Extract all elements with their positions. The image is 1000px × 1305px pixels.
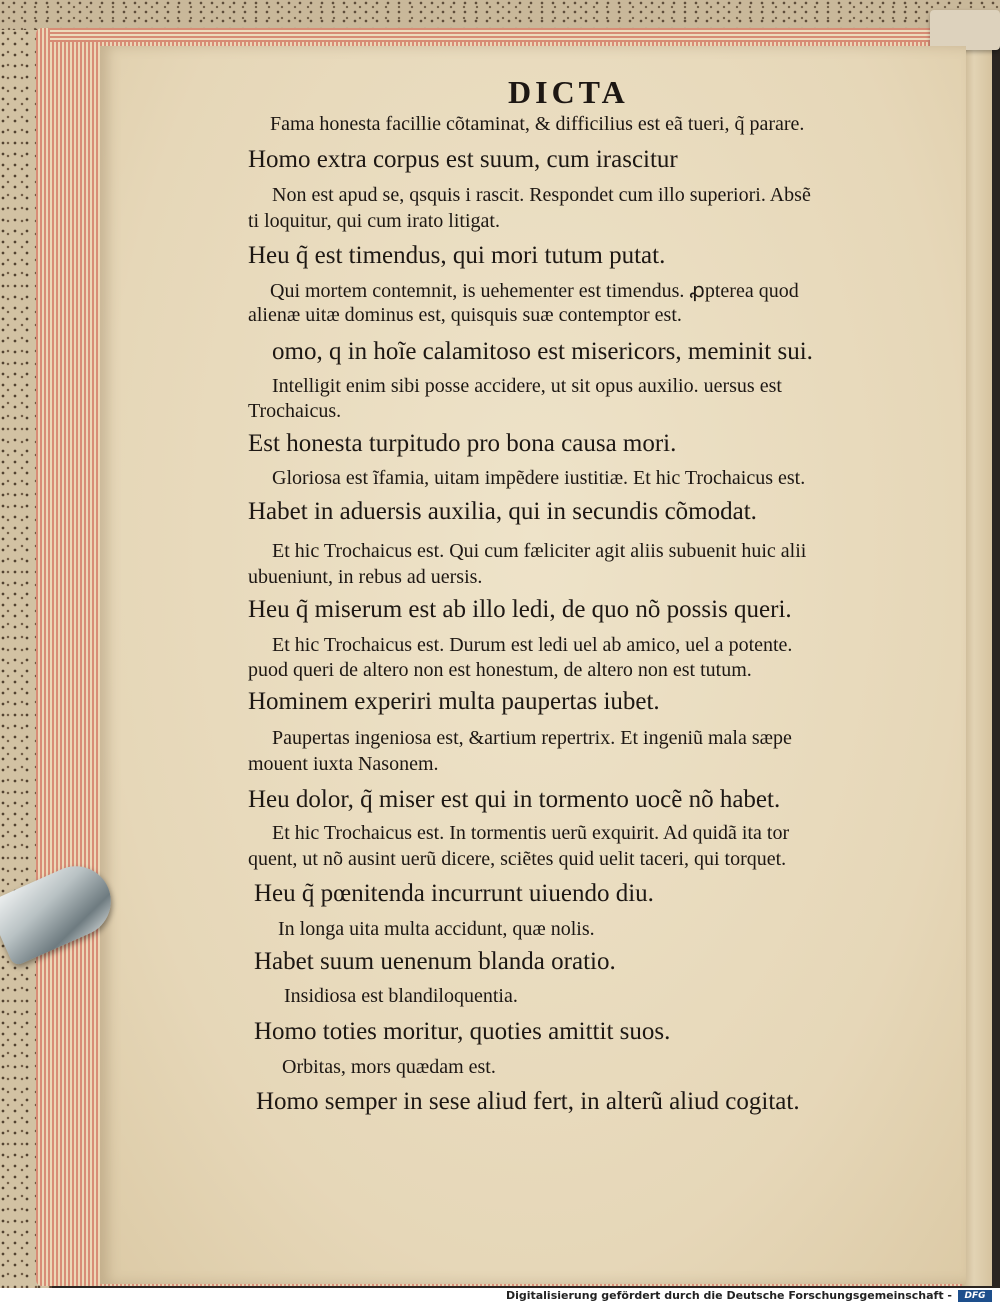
text-line: ubueniunt, in rebus ad uersis. — [248, 566, 483, 588]
text-line: Et hic Trochaicus est. Qui cum fæliciter agit aliis subuenit huic alii — [272, 540, 807, 562]
text-line: Heu dolor, q̃ miser est qui in tormento uocẽ nõ habet. — [248, 786, 781, 813]
text-line: Trochaicus. — [248, 400, 342, 422]
text-line: Qui mortem contemnit, is uehementer est timendus. ꝓpterea quod — [270, 280, 799, 302]
text-line: Fama honesta facillie cõtaminat, & difficilius est eã tueri, q̃ parare. — [270, 113, 805, 135]
page-heading: DICTA — [508, 74, 629, 110]
dfg-logo: DFG — [958, 1290, 992, 1302]
text-line: Habet suum uenenum blanda oratio. — [254, 948, 616, 975]
text-line: Intelligit enim sibi posse accidere, ut sit opus auxilio. uersus est — [272, 375, 782, 397]
text-line: mouent iuxta Nasonem. — [248, 753, 439, 775]
text-line: Et hic Trochaicus est. Durum est ledi uel ab amico, uel a potente. — [272, 634, 793, 656]
text-line: Heu q̃ est timendus, qui mori tutum putat. — [248, 242, 666, 269]
text-line: puod queri de altero non est honestum, de altero non est tutum. — [248, 659, 752, 681]
text-line: Et hic Trochaicus est. In tormentis uerũ exquirit. Ad quidã ita tor — [272, 822, 790, 844]
funding-notice: Digitalisierung gefördert durch die Deutsche Forschungsgemeinschaft - — [505, 1289, 952, 1302]
text-line: Hominem experiri multa paupertas iubet. — [248, 688, 660, 715]
text-line: Homo semper in sese aliud fert, in alterũ aliud cogitat. — [256, 1088, 800, 1115]
text-line: Heu q̃ pœnitenda incurrunt uiuendo diu. — [254, 880, 654, 907]
text-line: ti loquitur, qui cum irato litigat. — [248, 210, 500, 232]
text-line: quent, ut nõ ausint uerũ dicere, sciẽtes quid uelit taceri, qui torquet. — [248, 848, 787, 870]
text-line: Heu q̃ miserum est ab illo ledi, de quo nõ possis queri. — [248, 596, 792, 623]
text-line: Paupertas ingeniosa est, &artium repertrix. Et ingeniũ mala sæpe — [272, 727, 792, 749]
text-line: omo, q in hoĩe calamitoso est misericors, meminit sui. — [272, 338, 813, 365]
text-line: Gloriosa est ĩfamia, uitam impẽdere iustitiæ. Et hic Trochaicus est. — [272, 467, 806, 489]
text-line: Homo extra corpus est suum, cum irascitur — [248, 146, 678, 173]
text-line: In longa uita multa accidunt, quæ nolis. — [278, 918, 595, 940]
text-line: Est honesta turpitudo pro bona causa mori. — [248, 430, 677, 457]
text-line: Homo toties moritur, quoties amittit suos. — [254, 1018, 671, 1045]
footer-bar — [0, 1288, 1000, 1305]
text-line: Orbitas, mors quædam est. — [282, 1056, 496, 1078]
text-line: Non est apud se, qsquis i rascit. Respondet cum illo superiori. Absẽ — [272, 184, 811, 206]
text-line: alienæ uitæ dominus est, quisquis suæ contemptor est. — [248, 304, 682, 326]
text-line: Insidiosa est blandiloquentia. — [284, 985, 518, 1007]
text-line: Habet in aduersis auxilia, qui in secundis cõmodat. — [248, 498, 757, 525]
